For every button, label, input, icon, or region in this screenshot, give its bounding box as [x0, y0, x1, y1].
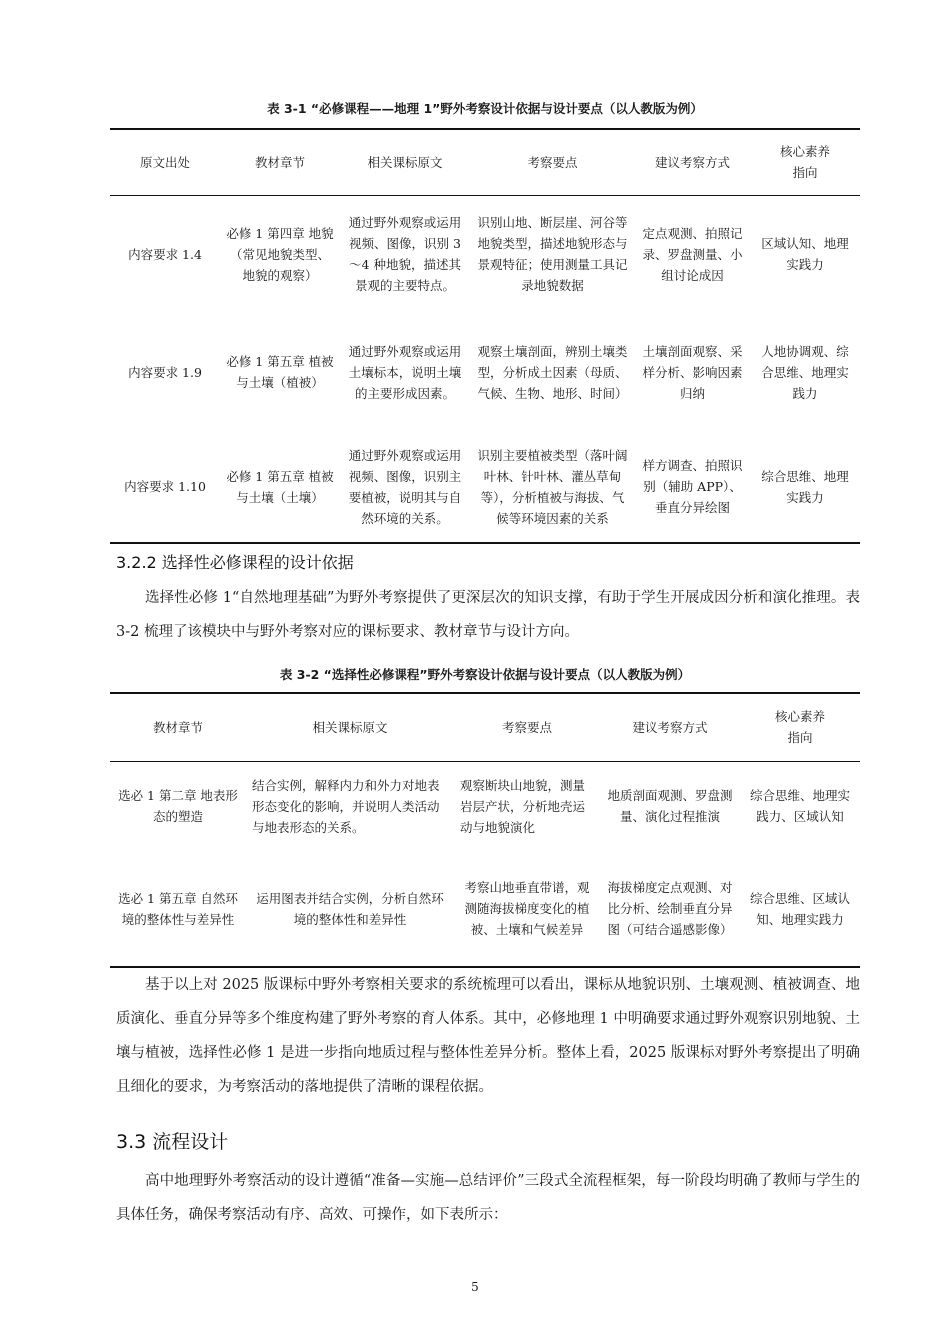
table-header-row — [110, 693, 860, 761]
column-header: 教材章节 — [220, 129, 340, 195]
page-number: 5 — [471, 1280, 479, 1294]
table-cell: 通过野外观察或运用视频、图像，识别 3～4 种地貌，描述其景观的主要特点。 — [348, 215, 462, 294]
table-cell: 识别山地、断层崖、河谷等地貌类型，描述地貌形态与景观特征；使用测量工具记录地貌数据 — [477, 215, 628, 294]
body-paragraph: 高中地理野外考察活动的设计遵循“准备—实施—总结评价”三段式全流程框架，每一阶段均明确了教师与学生的具体任务，确保考察活动有序、高效、可操作，如下表所示： — [116, 1173, 860, 1223]
section-heading: 3.2.2 选择性必修课程的设计依据 — [116, 553, 354, 572]
column-header: 建议考察方式 — [635, 129, 750, 195]
table-cell: 人地协调观、综合思维、地理实践力 — [761, 343, 849, 401]
column-header: 考察要点 — [470, 129, 635, 195]
column-header: 核心素养指向 — [740, 693, 860, 761]
table-cell: 内容要求 1.9 — [128, 364, 202, 380]
table-cell: 海拔梯度定点观测、对比分析、绘制垂直分异图（可结合遥感影像） — [600, 851, 740, 967]
table-cell: 选必 1 第五章 自然环境的整体性与差异性 — [110, 851, 246, 967]
table-cell: 观察土壤剖面，辨别土壤类型，分析成土因素（母质、气候、生物、地形、时间） — [477, 343, 628, 401]
column-header: 相关课标原文 — [246, 693, 454, 761]
table-cell: 结合实例，解释内力和外力对地表形态变化的影响，并说明人类活动与地表形态的关系。 — [252, 777, 440, 835]
table-cell: 必修 1 第五章 植被与土壤（植被） — [226, 354, 334, 390]
table-caption: 表 3-1 “必修课程——地理 1”野外考察设计依据与设计要点（以人教版为例） — [267, 101, 703, 116]
table-caption: 表 3-2 “选择性必修课程”野外考察设计依据与设计要点（以人教版为例） — [279, 667, 691, 682]
column-header: 教材章节 — [110, 693, 246, 761]
table-header-row — [110, 129, 860, 195]
table-cell: 选必 1 第二章 地表形态的塑造 — [118, 788, 238, 825]
column-header: 考察要点 — [454, 693, 600, 761]
table-cell: 运用图表并结合实例，分析自然环境的整体性和差异性 — [246, 851, 454, 967]
table-cell: 内容要求 1.10 — [110, 431, 220, 543]
table-cell: 内容要求 1.4 — [128, 246, 202, 262]
column-header: 核心素养指向 — [750, 129, 860, 195]
body-paragraph: 基于以上对 2025 版课标中野外考察相关要求的系统梳理可以看出，课标从地貌识别、土壤观测、植被调查、地质演化、垂直分异等多个维度构建了野外考察的育人体系。其中，必修地理 1 中明确要求通过野外观察识别地貌、土壤与植被，选择性必修 1 是进一步指向地质过程与整体性差异分析。整体上看，2025 版课标对野外考察提出了明确且细化的要求，为考察活动的落地提供了清晰的课程依据。 — [116, 977, 860, 1095]
table-cell: 通过野外观察或运用视频、图像，识别主要植被，说明其与自然环境的关系。 — [340, 431, 470, 543]
table-cell: 综合思维、区域认知、地理实践力 — [740, 851, 860, 967]
table-row — [110, 761, 860, 851]
body-paragraph: 选择性必修 1“自然地理基础”为野外考察提供了更深层次的知识支撑，有助于学生开展成因分析和演化推理。表 3-2 梳理了该模块中与野外考察对应的课标要求、教材章节与设计方向。 — [116, 590, 860, 640]
table-row — [110, 313, 860, 431]
table-cell: 考察山地垂直带谱，观测随海拔梯度变化的植被、土壤和气候差异 — [454, 851, 600, 967]
table-cell: 土壤剖面观察、采样分析、影响因素归纳 — [642, 343, 743, 401]
table-cell: 样方调查、拍照识别（辅助 APP）、垂直分异绘图 — [635, 431, 750, 543]
table-row — [110, 851, 860, 967]
column-header: 相关课标原文 — [340, 129, 470, 195]
table-cell: 综合思维、地理实践力 — [750, 431, 860, 543]
table-row — [110, 195, 860, 313]
table-cell: 地质剖面观测、罗盘测量、演化过程推演 — [607, 788, 733, 825]
table-cell: 必修 1 第五章 植被与土壤（土壤） — [220, 431, 340, 543]
table-row — [110, 431, 860, 543]
table-cell: 定点观测、拍照记录、罗盘测量、小组讨论成因 — [642, 225, 743, 283]
table-cell: 必修 1 第四章 地貌（常见地貌类型、地貌的观察） — [226, 225, 334, 283]
design-basis-table-elective — [110, 692, 860, 968]
section-heading: 3.3 流程设计 — [116, 1131, 229, 1153]
table-cell: 通过野外观察或运用土壤标本，说明土壤的主要形成因素。 — [348, 343, 462, 401]
table-cell: 区域认知、地理实践力 — [761, 236, 849, 273]
design-basis-table-required — [110, 128, 860, 544]
table-cell: 综合思维、地理实践力、区域认知 — [749, 788, 850, 825]
column-header: 原文出处 — [110, 129, 220, 195]
table-cell: 观察断块山地貌，测量岩层产状，分析地壳运动与地貌演化 — [460, 777, 586, 835]
table-cell: 识别主要植被类型（落叶阔叶林、针叶林、灌丛草甸等），分析植被与海拔、气候等环境因素的关系 — [470, 431, 635, 543]
column-header: 建议考察方式 — [600, 693, 740, 761]
